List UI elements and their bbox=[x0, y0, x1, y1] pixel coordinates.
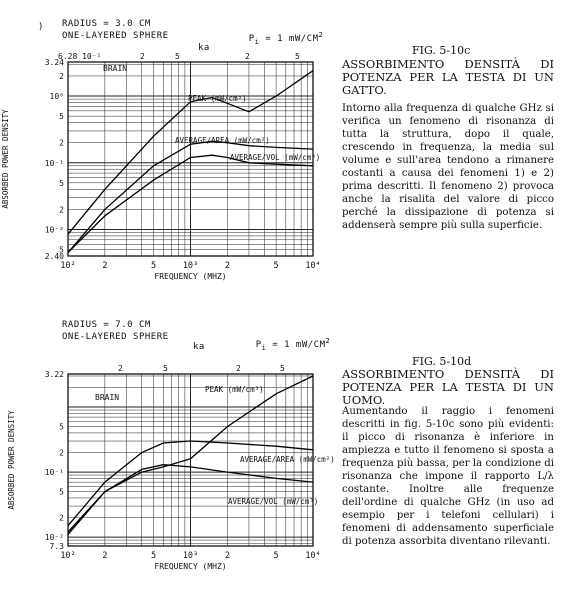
annotation-brain: BRAIN bbox=[95, 393, 120, 402]
figure-title: ASSORBIMENTO DENSITÀ DI POTENZA PER LA TESTA DI UN GATTO. bbox=[342, 57, 554, 97]
x-tick-label: 2 bbox=[224, 261, 230, 271]
sphere-label: ONE-LAYERED SPHERE bbox=[62, 332, 169, 342]
ka-tick-label: 5 bbox=[163, 364, 168, 373]
x-tick-label: 10⁴ bbox=[305, 551, 321, 561]
ka-tick-label: 6.28 10⁻¹ bbox=[58, 52, 102, 61]
series-label: AVERAGE/AREA (mW/cm²) bbox=[175, 136, 270, 145]
series-label: PEAK (mW/cm³) bbox=[205, 385, 264, 394]
y-tick-label: 2 bbox=[59, 205, 64, 215]
y-tick-label: 5 bbox=[59, 178, 64, 188]
chart-man bbox=[0, 352, 335, 592]
series-label: AVERAGE/VOL (mW/cm³) bbox=[230, 153, 321, 162]
x-tick-label: 5 bbox=[151, 551, 157, 561]
y-tick-label: 10⁻¹ bbox=[44, 158, 64, 168]
y-tick-label: 10⁰ bbox=[49, 92, 64, 102]
ka-tick-label: 2 bbox=[236, 364, 241, 373]
ka-tick-label: 2 bbox=[245, 52, 250, 61]
series-label: AVERAGE/VOL (mW/cm³) bbox=[228, 497, 319, 506]
x-tick-label: 5 bbox=[273, 551, 279, 561]
ka-label: ka bbox=[193, 342, 205, 352]
ka-tick-label: 2 bbox=[118, 364, 123, 373]
y-tick-label: 2.40 bbox=[44, 252, 64, 261]
y-tick-label: 7.3 bbox=[49, 542, 64, 551]
x-tick-label: 2 bbox=[224, 551, 230, 561]
y-tick-label: 10⁻² bbox=[44, 225, 64, 235]
x-tick-label: 10² bbox=[60, 551, 76, 561]
x-tick-label: 5 bbox=[151, 261, 157, 271]
y-tick-label: 10⁻¹ bbox=[44, 468, 64, 478]
y-tick-label: 10⁻² bbox=[44, 533, 64, 543]
x-tick-label: 10³ bbox=[182, 551, 199, 561]
ka-tick-label: 2 bbox=[140, 52, 145, 61]
y-tick-label: 2 bbox=[59, 71, 64, 81]
radius-label: RADIUS = 7.0 CM bbox=[62, 320, 151, 330]
sphere-label: ONE-LAYERED SPHERE bbox=[62, 31, 169, 41]
y-tick-label: 2 bbox=[59, 138, 64, 148]
y-tick-label: 3.22 bbox=[44, 370, 64, 379]
figure-title: ASSORBIMENTO DENSITÀ DI POTENZA PER LA TESTA DI UN UOMO. bbox=[342, 367, 554, 407]
y-axis-label: ABSORBED POWER DENSITY bbox=[7, 410, 16, 510]
x-tick-label: 2 bbox=[102, 551, 108, 561]
series-label: PEAK (mW/cm³) bbox=[188, 94, 247, 103]
x-axis-label: FREQUENCY (MHZ) bbox=[154, 562, 227, 571]
ka-tick-label: 5 bbox=[280, 364, 285, 373]
radius-label: RADIUS = 3.0 CM bbox=[62, 19, 151, 29]
figure-panel-man bbox=[0, 300, 572, 596]
y-axis-label: ABSORBED POWER DENSITY bbox=[1, 109, 10, 209]
power-label: $P_i = 1$ $mW/CM^2$ bbox=[255, 337, 331, 352]
y-tick-label: 3.24 bbox=[44, 58, 64, 67]
figure-label: FIG. 5-10c bbox=[412, 44, 471, 57]
x-tick-label: 10⁴ bbox=[305, 261, 321, 271]
power-label: $P_i = 1$ $mW/CM^2$ bbox=[248, 31, 324, 46]
y-tick-label: 5 bbox=[59, 422, 64, 432]
y-tick-label: 5 bbox=[59, 245, 64, 255]
y-tick-label: 2 bbox=[59, 513, 64, 523]
series-label: AVERAGE/AREA (mW/cm²) bbox=[240, 455, 335, 464]
x-tick-label: 10³ bbox=[182, 261, 199, 271]
chart-cat bbox=[0, 48, 330, 308]
annotation-brain: BRAIN bbox=[103, 64, 128, 73]
ka-tick-label: 5 bbox=[175, 52, 180, 61]
y-tick-label: 2 bbox=[59, 448, 64, 458]
panel-marker: ) bbox=[38, 22, 44, 32]
x-tick-label: 5 bbox=[273, 261, 279, 271]
x-tick-label: 10² bbox=[60, 261, 76, 271]
figure-description: Intorno alla frequenza di qualche GHz si verifica un fenomeno di risonanza di tutta la struttura, dopo il quale, crescendo in frequenza, la media sul volume e sull'area tendono a rimanere costanti a causa dei fenomeni 1) e 2) prima descritti. Il fenomeno 2) provoca anche la risalita del valore di picco perché la dissipazione di potenza si addenserà sempre più sulla superficie. bbox=[342, 103, 554, 231]
figure-label: FIG. 5-10d bbox=[412, 355, 472, 368]
ka-tick-label: 5 bbox=[295, 52, 300, 61]
x-axis-label: FREQUENCY (MHZ) bbox=[154, 272, 227, 281]
ka-label: ka bbox=[198, 43, 210, 53]
y-tick-label: 5 bbox=[59, 487, 64, 497]
y-tick-label: 5 bbox=[59, 112, 64, 122]
figure-description: Aumentando il raggio i fenomeni descritti in fig. 5-10c sono più evidenti: il picco di risonanza è inferiore in ampiezza e tutto il fenomeno si sposta a frequenza più bassa, per la condizione di risonanza che impone il rapporto L/λ costante. Inoltre alle frequenze dell'ordine di qualche GHz (in uso ad esempio per i telefoni cellulari) i fenomeni di addensamento superficiale di potenza assorbita diventano rilevanti. bbox=[342, 406, 554, 547]
x-tick-label: 2 bbox=[102, 261, 108, 271]
